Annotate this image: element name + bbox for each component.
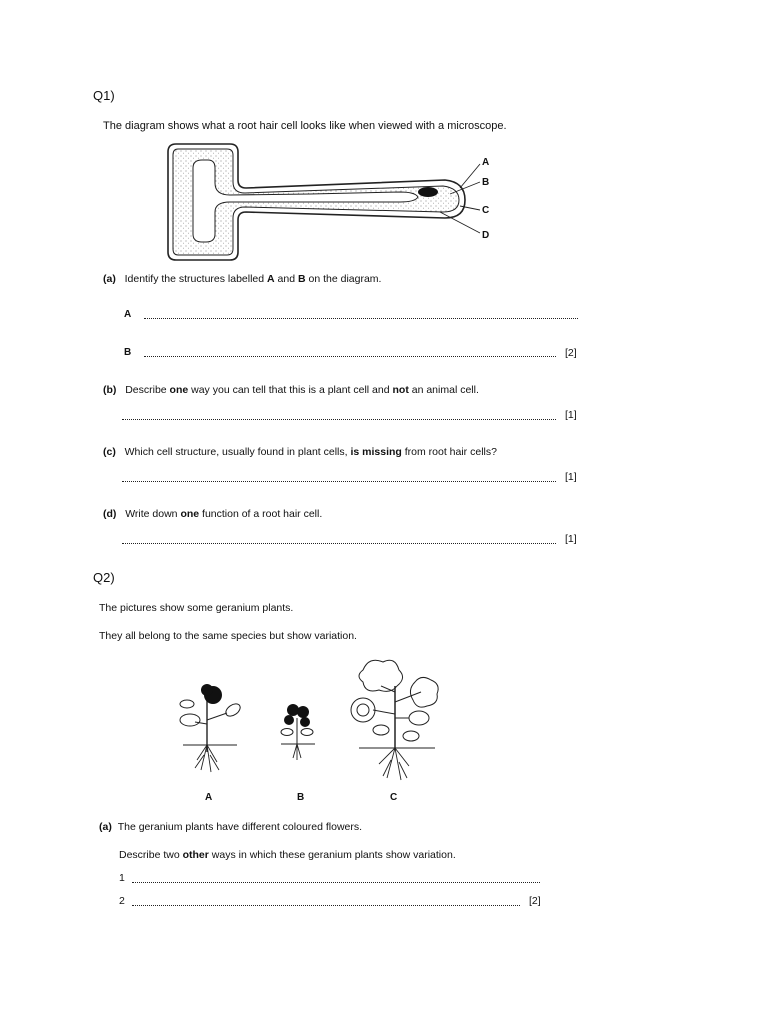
question-1-number: Q1) <box>93 88 115 103</box>
geranium-plant-b-illustration <box>275 700 320 762</box>
q1b-answer-line[interactable] <box>122 419 556 420</box>
q1b-mark: [1] <box>565 409 577 421</box>
q2a-question: Describe two other ways in which these geranium plants show variation. <box>119 849 456 861</box>
q2a-answer-line-1[interactable] <box>132 882 540 883</box>
diagram-label-a: A <box>482 157 490 168</box>
root-hair-cell-diagram <box>160 140 500 265</box>
q1a-letter: (a) <box>103 273 116 285</box>
plant-label-b: B <box>297 792 305 803</box>
q1b-question: (b) Describe one way you can tell that this is a plant cell and not an animal cell. <box>103 384 479 396</box>
q2a-statement: (a) The geranium plants have different coloured flowers. <box>99 821 363 833</box>
plant-label-a: A <box>205 792 213 803</box>
q1a-answer-label-b: B <box>124 347 132 358</box>
question-2-number: Q2) <box>93 570 115 585</box>
q2a-answer-line-2[interactable] <box>132 905 520 906</box>
q1c-answer-line[interactable] <box>122 481 556 482</box>
q2a-answer-number-1: 1 <box>119 872 125 884</box>
q2a-letter: (a) <box>99 821 112 833</box>
q2a-mark: [2] <box>529 895 541 907</box>
q1c-letter: (c) <box>103 446 116 458</box>
geranium-plant-c-illustration <box>345 652 445 784</box>
q1d-answer-line[interactable] <box>122 543 556 544</box>
q1a-question: (a) Identify the structures labelled A and B on the diagram. <box>103 273 382 285</box>
q1d-letter: (d) <box>103 508 117 520</box>
q1d-question: (d) Write down one function of a root hair cell. <box>103 508 323 520</box>
geranium-plant-a-illustration <box>175 680 245 780</box>
q1d-mark: [1] <box>565 533 577 545</box>
q2-intro-2: They all belong to the same species but show variation. <box>99 630 357 642</box>
q1c-mark: [1] <box>565 471 577 483</box>
q1a-answer-line-a[interactable] <box>144 318 578 319</box>
diagram-label-b: B <box>482 177 490 188</box>
q1a-mark: [2] <box>565 347 577 359</box>
q2a-answer-number-2: 2 <box>119 895 125 907</box>
q1c-question: (c) Which cell structure, usually found in plant cells, is missing from root hair cells? <box>103 446 497 458</box>
q1-intro: The diagram shows what a root hair cell looks like when viewed with a microscope. <box>103 120 507 132</box>
diagram-label-d: D <box>482 230 490 241</box>
plant-label-c: C <box>390 792 398 803</box>
q1a-answer-line-b[interactable] <box>144 356 556 357</box>
diagram-label-c: C <box>482 205 490 216</box>
q1a-answer-label-a: A <box>124 309 132 320</box>
q1b-letter: (b) <box>103 384 117 396</box>
q2-intro-1: The pictures show some geranium plants. <box>99 602 294 614</box>
